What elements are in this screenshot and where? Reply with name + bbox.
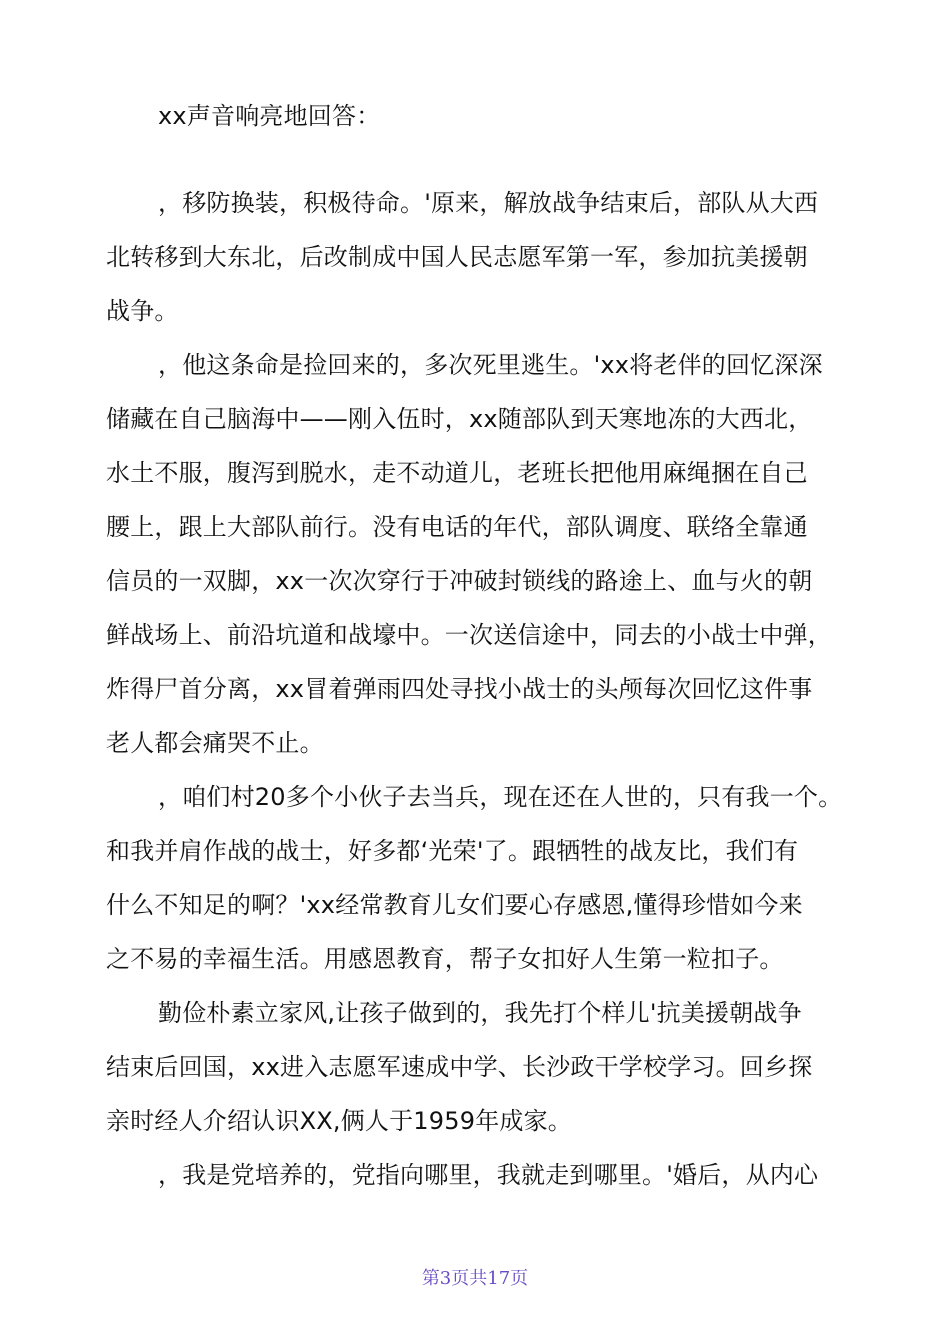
text-line: ，我是党培养的，党指向哪里，我就走到哪里。'婚后，从内心 [158, 1161, 819, 1189]
text-line: 亲时经人介绍认识XX,俩人于1959年成家。 [106, 1107, 572, 1135]
text-line: 战争。 [106, 297, 179, 325]
text-line: 和我并肩作战的战士，好多都‘光荣'了。跟牺牲的战友比，我们有 [106, 837, 799, 865]
text-line: 勤俭朴素立家风,让孩子做到的，我先打个样儿'抗美援朝战争 [158, 999, 802, 1027]
text-line: 老人都会痛哭不止。 [106, 729, 324, 757]
text-line: ，咱们村20多个小伙子去当兵，现在还在人世的，只有我一个。 [158, 783, 843, 811]
text-line: 结束后回国，xx进入志愿军速成中学、长沙政干学校学习。回乡探 [106, 1053, 813, 1081]
text-line: 信员的一双脚，xx一次次穿行于冲破封锁线的路途上、血与火的朝 [106, 567, 813, 595]
text-line: 北转移到大东北，后改制成中国人民志愿军第一军，参加抗美援朝 [106, 243, 808, 271]
text-line: 鲜战场上、前沿坑道和战壕中。一次送信途中，同去的小战士中弹， [106, 621, 832, 649]
text-line: 储藏在自己脑海中——刚入伍时，xx随部队到天寒地冻的大西北， [106, 405, 813, 433]
text-line: 腰上，跟上大部队前行。没有电话的年代，部队调度、联络全靠通 [106, 513, 808, 541]
text-line: ，移防换装，积极待命。'原来，解放战争结束后，部队从大西 [158, 189, 819, 217]
text-line: 炸得尸首分离，xx冒着弹雨四处寻找小战士的头颅每次回忆这件事 [106, 675, 813, 703]
text-line: 什么不知足的啊？'xx经常教育儿女们要心存感恩,懂得珍惜如今来 [106, 891, 803, 919]
text-line: 水土不服，腹泻到脱水，走不动道儿，老班长把他用麻绳捆在自己 [106, 459, 808, 487]
text-line: 之不易的幸福生活。用感恩教育，帮子女扣好人生第一粒扣子。 [106, 945, 784, 973]
page-number-footer: 第3页共17页 [421, 1268, 529, 1289]
text-line: ，他这条命是捡回来的，多次死里逃生。'xx将老伴的回忆深深 [158, 351, 823, 379]
text-line: xx声音响亮地回答： [158, 102, 381, 130]
